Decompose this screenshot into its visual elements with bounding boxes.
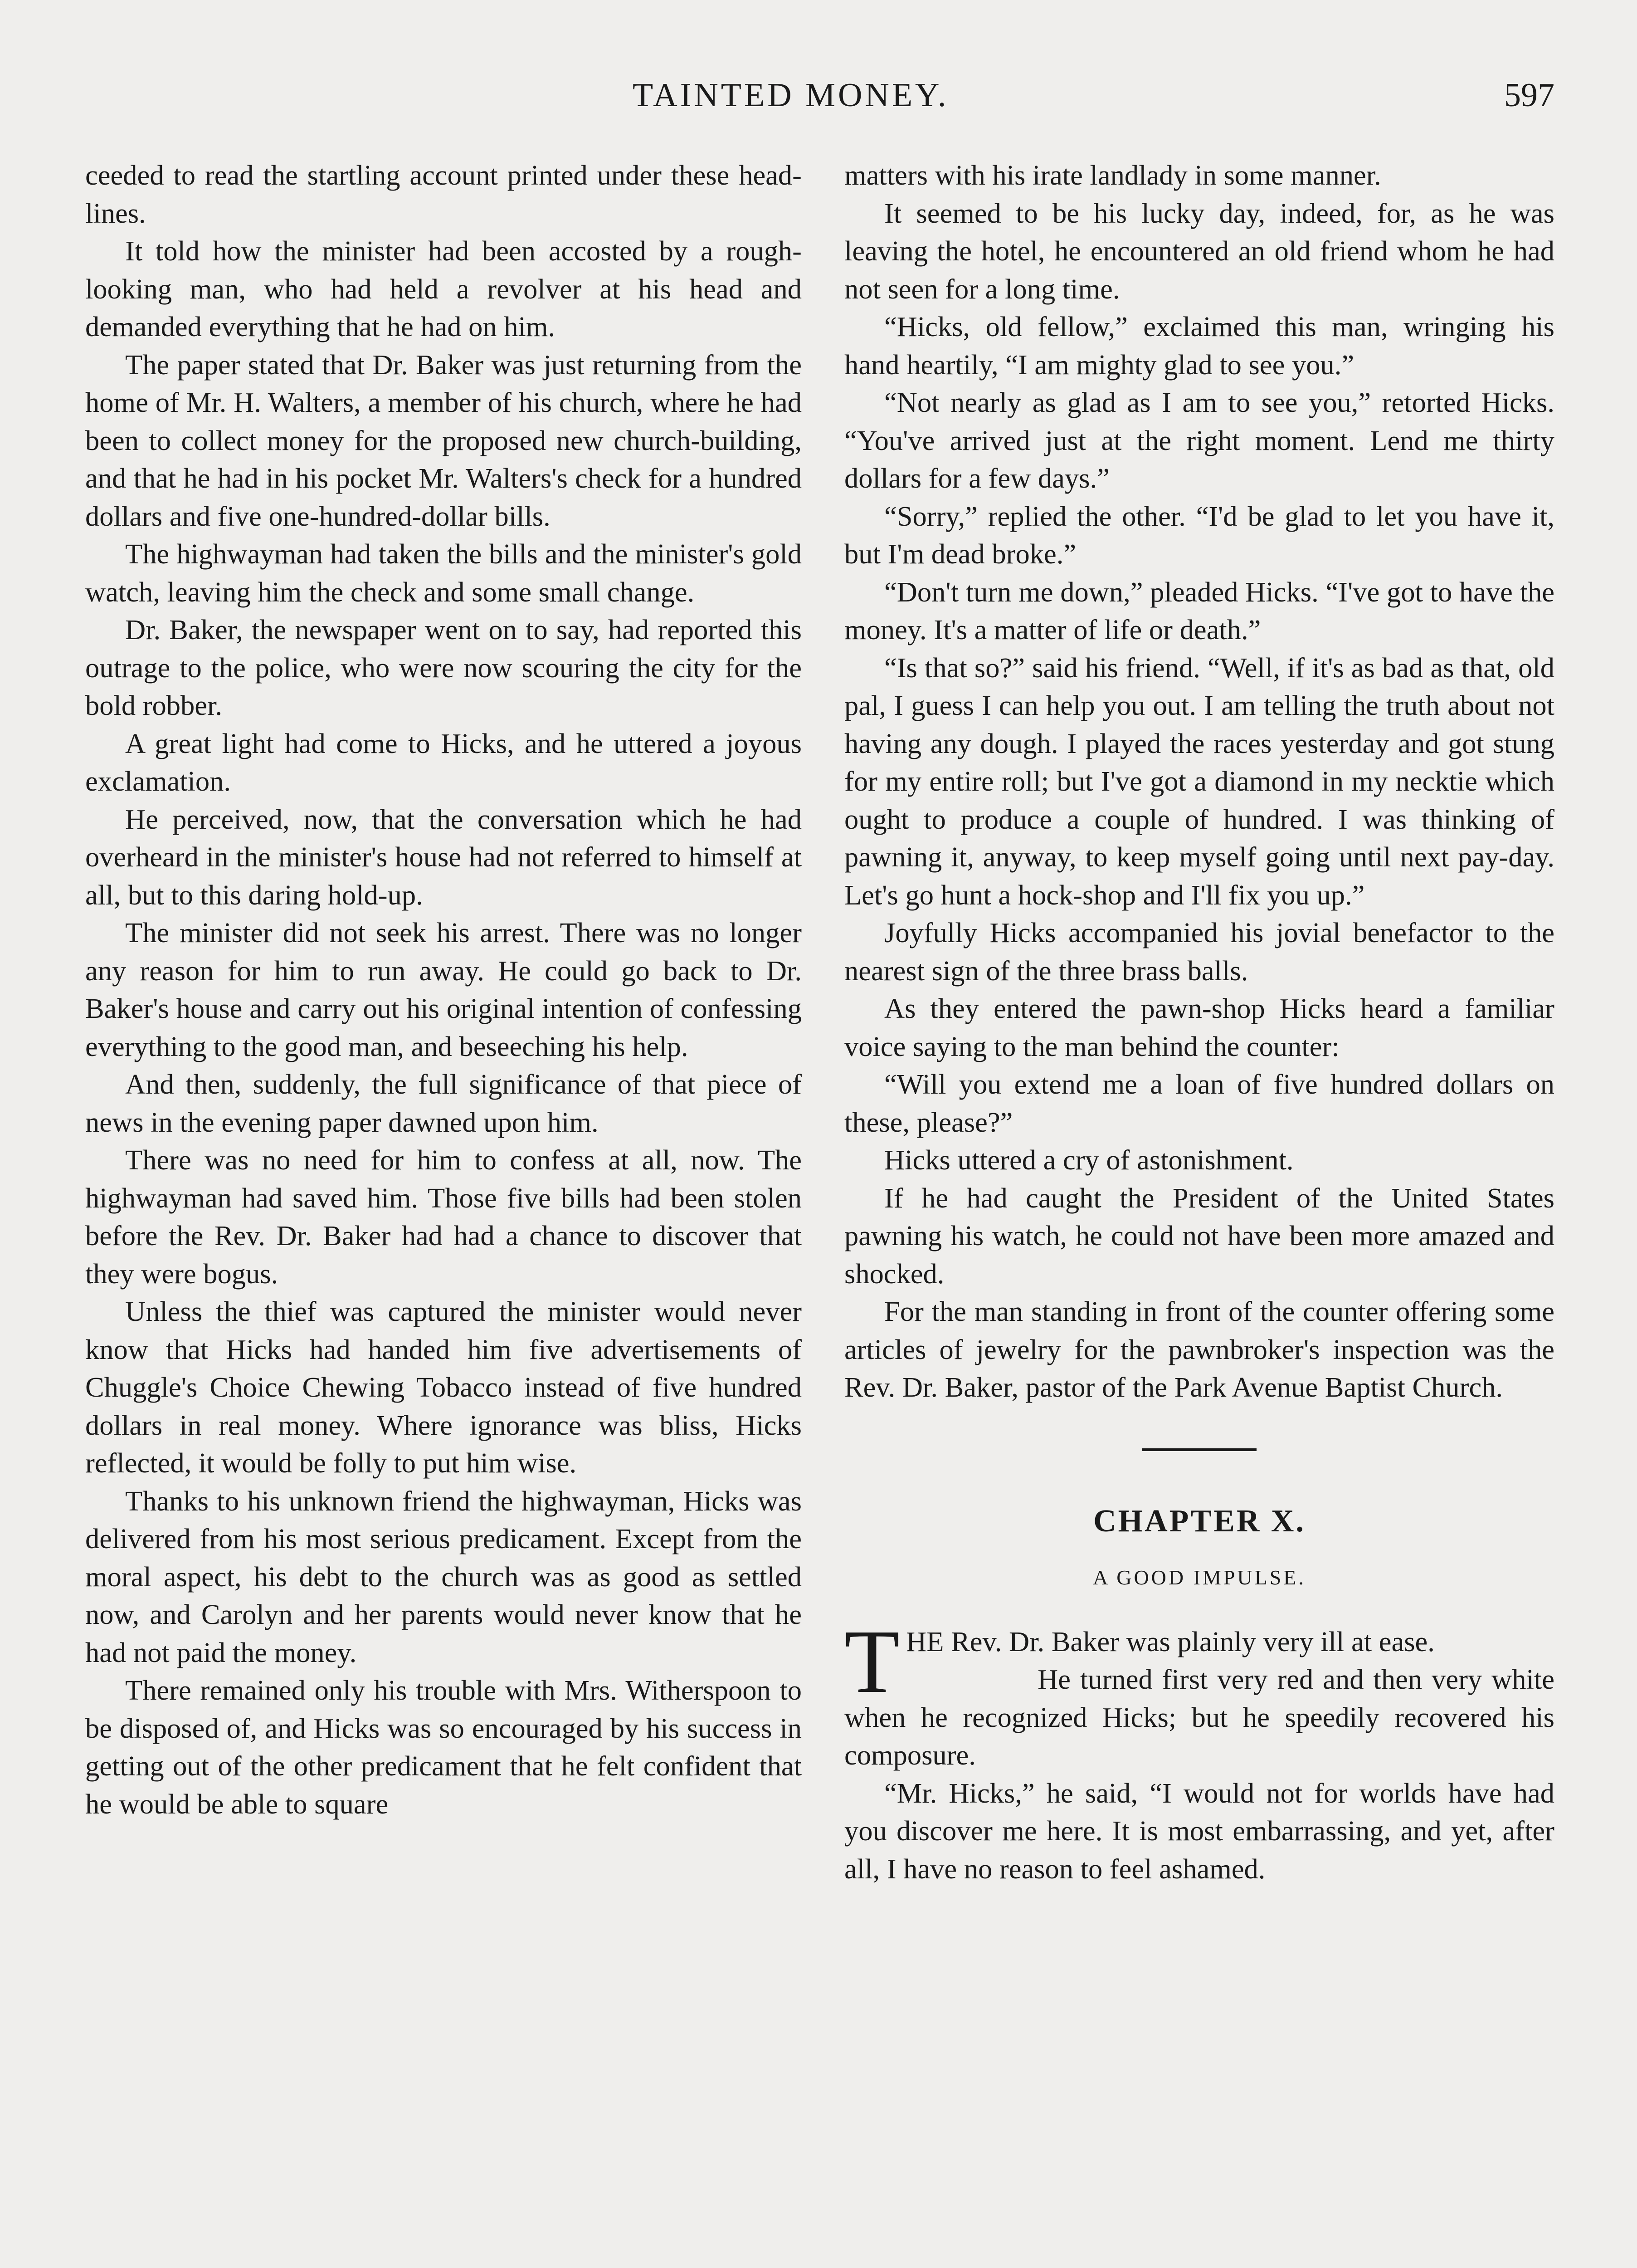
page-number: 597: [1504, 77, 1554, 114]
paragraph: matters with his irate landlady in some manner.: [844, 159, 1381, 191]
running-title: TAINTED MONEY.: [633, 77, 949, 114]
paragraph: “Will you extend me a loan of five hundred dollars on these, please?”: [844, 1068, 1554, 1138]
chapter-opening-paragraph: [844, 1611, 1554, 1712]
paragraph: A great light had come to Hicks, and he uttered a joyous exclamation.: [85, 727, 802, 797]
chapter-heading: CHAPTER X.: [1093, 1503, 1306, 1539]
paragraph: If he had caught the President of the United States pawning his watch, he could not have been more amazed and shocked.: [844, 1182, 1554, 1290]
paragraph: Unless the thief was captured the minister would never know that Hicks had handed him five advertisements of Chuggle's Choice Chewing Tobacco instead of five hundred dollars in real money. Where ignorance was bliss, Hicks reflected, it would be folly to put him wise.: [85, 1295, 802, 1479]
paragraph: Hicks uttered a cry of astonishment.: [884, 1144, 1294, 1176]
paragraph: The minister did not seek his arrest. There was no longer any reason for him to run away. He could go back to Dr. Baker's house and carry out his original intention of confessing everything to the good man, and beseeching his help.: [85, 917, 802, 1062]
paragraph: “Don't turn me down,” pleaded Hicks. “I've got to have the money. It's a matter of life or death.”: [844, 576, 1554, 645]
paragraph: For the man standing in front of the counter offering some articles of jewelry for the pawnbroker's inspection was the Rev. Dr. Baker, pastor of the Park Avenue Baptist Church.: [844, 1295, 1554, 1403]
paragraph: He perceived, now, that the conversation which he had overheard in the minister's house had not referred to himself at all, but to this daring hold-up.: [85, 803, 802, 911]
paragraph: It seemed to be his lucky day, indeed, for, as he was leaving the hotel, he encountered an old friend whom he had not seen for a long time.: [844, 197, 1554, 305]
paragraph: “Not nearly as glad as I am to see you,” retorted Hicks. “You've arrived just at the right moment. Lend me thirty dollars for a few days.”: [844, 386, 1554, 494]
chapter-subheading: A GOOD IMPULSE.: [1093, 1565, 1306, 1589]
paragraph: The paper stated that Dr. Baker was just returning from the home of Mr. H. Walters, a member of his church, where he had been to collect money for the proposed new church-building, and that he had in his pocket Mr. Walters's check for a hundred dollars and five one-hundred-dollar bills.: [85, 348, 802, 532]
paragraph: Dr. Baker, the newspaper went on to say, had reported this outrage to the police, who were now scouring the city for the bold robber.: [85, 614, 802, 721]
page-header: [0, 68, 1637, 122]
paragraph: “Is that so?” said his friend. “Well, if it's as bad as that, old pal, I guess I can help you out. I am telling the truth about not having any dough. I played the races yesterday and got stung for my entire roll; but I've got a diamond in my necktie which ought to produce a couple of hundred. I was thinking of pawning it, anyway, to keep myself going until next pay-day. Let's go hunt a hock-shop and I'll fix you up.”: [844, 651, 1554, 911]
drop-cap: T: [844, 1611, 900, 1712]
right-column: [844, 156, 1554, 1888]
paragraph: ceeded to read the startling account printed under these head-lines.: [85, 159, 802, 229]
paragraph: “Hicks, old fellow,” exclaimed this man, wringing his hand heartily, “I am mighty glad to see you.”: [844, 311, 1554, 381]
paragraph: “Sorry,” replied the other. “I'd be glad to let you have it, but I'm dead broke.”: [844, 500, 1554, 570]
paragraph: There was no need for him to confess at all, now. The highwayman had saved him. Those five bills had been stolen before the Rev. Dr. Baker had had a chance to discover that they were bogus.: [85, 1144, 802, 1290]
section-divider: [1142, 1448, 1257, 1451]
paragraph: There remained only his trouble with Mrs. Witherspoon to be disposed of, and Hicks was so encouraged by his success in getting out of the other predicament that he felt confident that he would be able to square: [85, 1674, 802, 1820]
paragraph: As they entered the pawn-shop Hicks heard a familiar voice saying to the man behind the counter:: [844, 992, 1554, 1062]
paragraph: The highwayman had taken the bills and the minister's gold watch, leaving him the check and some small change.: [85, 538, 802, 608]
paragraph: “Mr. Hicks,” he said, “I would not for worlds have had you discover me here. It is most embarrassing, and yet, after all, I have no reason to feel ashamed.: [844, 1777, 1554, 1885]
paragraph: Joyfully Hicks accompanied his jovial benefactor to the nearest sign of the three brass balls.: [844, 917, 1554, 987]
paragraph: And then, suddenly, the full significance of that piece of news in the evening paper dawned upon him.: [85, 1068, 802, 1138]
paragraph: It told how the minister had been accosted by a rough-looking man, who had held a revolver at his head and demanded everything that he had on him.: [85, 235, 802, 342]
left-column: [85, 156, 802, 1823]
drop-cap-text: HE Rev. Dr. Baker was plainly very ill at ease.: [906, 1625, 1435, 1657]
paragraph: He turned first very red and then very white when he recognized Hicks; but he speedily recovered his composure.: [844, 1663, 1554, 1771]
paragraph: Thanks to his unknown friend the highwayman, Hicks was delivered from his most serious predicament. Except from the moral aspect, his debt to the church was as good as settled now, and Carolyn and her parents would never know that he had not paid the money.: [85, 1485, 802, 1668]
